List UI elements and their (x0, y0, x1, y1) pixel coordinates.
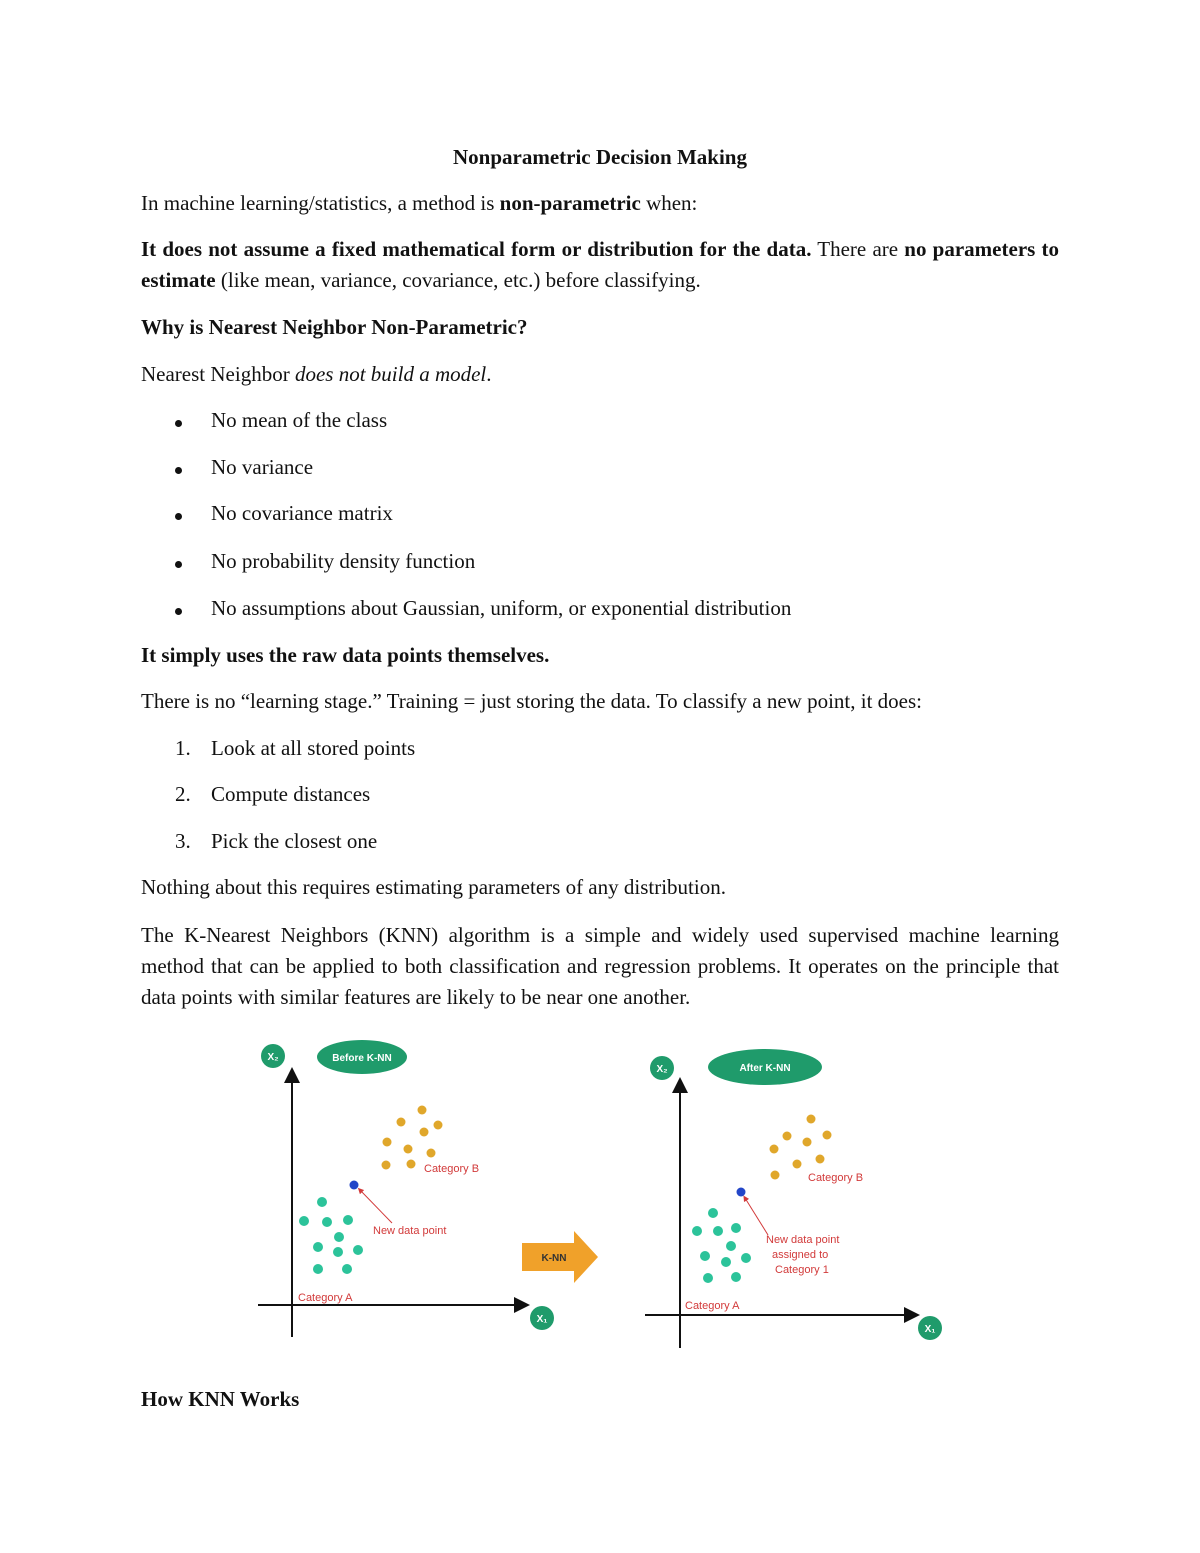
category-a-point (313, 1264, 323, 1274)
category-b-point (823, 1131, 832, 1140)
category-b-point (793, 1160, 802, 1169)
after-knn-label: After K-NN (739, 1063, 791, 1074)
bullet-text: No assumptions about Gaussian, uniform, or exponential distribution (211, 596, 792, 620)
category-b-point (434, 1121, 443, 1130)
category-b-point (418, 1106, 427, 1115)
step-text: Pick the closest one (211, 829, 378, 853)
step-text: Look at all stored points (211, 736, 416, 760)
new-point-label: New data point (373, 1225, 447, 1237)
bullet-marker (175, 546, 205, 577)
knn-figure (240, 1035, 960, 1355)
axis-x-label: X₁ (536, 1314, 548, 1325)
step-number: 2. (175, 782, 191, 806)
category-a-point (726, 1241, 736, 1251)
category-a-point (731, 1272, 741, 1282)
category-a-point (317, 1197, 327, 1207)
before-knn-label: Before K-NN (332, 1053, 392, 1064)
knn-arrow (522, 1231, 598, 1283)
new-data-point (737, 1188, 746, 1197)
definition-paragraph (141, 234, 1059, 296)
bullet-marker (175, 405, 205, 436)
how-heading: How KNN Works (141, 1387, 300, 1411)
definition-bold-2: no parameters to estimate (141, 237, 1060, 292)
before-knn-panel (258, 1040, 554, 1337)
nn-text-before: Nearest Neighbor (141, 362, 295, 386)
bullet-text: No covariance matrix (211, 501, 393, 525)
category-b-label: Category B (808, 1172, 864, 1184)
category-a-point (700, 1251, 710, 1261)
category-a-label: Category A (685, 1300, 740, 1312)
category-b-point (807, 1115, 816, 1124)
category-b-point (404, 1145, 413, 1154)
category-b-point (783, 1132, 792, 1141)
why-heading: Why is Nearest Neighbor Non-Parametric? (141, 315, 528, 339)
category-a-cluster (299, 1197, 363, 1274)
category-a-point (313, 1242, 323, 1252)
category-a-point (333, 1247, 343, 1257)
category-b-cluster (382, 1106, 443, 1170)
category-b-point (816, 1155, 825, 1164)
intro-text-before: In machine learning/statistics, a method is (141, 191, 500, 215)
category-b-point (427, 1149, 436, 1158)
step-number: 3. (175, 829, 191, 853)
step-number: 1. (175, 736, 191, 760)
bullet-text: No probability density function (211, 549, 476, 573)
category-a-point (342, 1264, 352, 1274)
category-b-point (383, 1138, 392, 1147)
category-a-point (343, 1215, 353, 1225)
nn-italic: does not build a model (294, 362, 487, 386)
nn-line (141, 359, 1059, 390)
nothing-line: Nothing about this requires estimating parameters of any distribution. (141, 875, 726, 899)
after-knn-panel (645, 1049, 942, 1348)
axis-y-label: X₂ (267, 1052, 279, 1063)
category-a-point (708, 1208, 718, 1218)
bullet-text: No variance (211, 455, 314, 479)
bullet-marker (175, 452, 205, 483)
category-b-point (382, 1161, 391, 1170)
category-a-label: Category A (298, 1292, 353, 1304)
category-a-point (713, 1226, 723, 1236)
learning-stage-line: There is no “learning stage.” Training = just storing the data. To classify a new point, it does: (141, 689, 923, 713)
category-a-point (334, 1232, 344, 1242)
definition-text-1: There are (811, 237, 905, 261)
assigned-label-line-2: assigned to (772, 1249, 829, 1261)
category-a-point (741, 1253, 751, 1263)
knn-paragraph: The K-Nearest Neighbors (KNN) algorithm is a simple and widely used supervised machine learning method that can be applied to both classification and regression problems. It operates on the principle that data points with similar features are likely to be near one another. (141, 923, 1059, 1009)
category-b-point (770, 1145, 779, 1154)
category-b-point (803, 1138, 812, 1147)
axis-y-label: X₂ (656, 1064, 668, 1075)
category-b-point (407, 1160, 416, 1169)
category-a-point (353, 1245, 363, 1255)
category-a-point (299, 1216, 309, 1226)
definition-bold-1: It does not assume a fixed mathematical form or distribution for the data. (141, 237, 812, 261)
intro-paragraph (141, 188, 1059, 219)
intro-bold-term: non-parametric (499, 191, 641, 215)
step-text: Compute distances (211, 782, 371, 806)
new-data-point (350, 1181, 359, 1190)
category-a-point (322, 1217, 332, 1227)
new-point-pointer (360, 1190, 392, 1223)
nn-text-after: . (486, 362, 492, 386)
category-b-cluster (770, 1115, 832, 1180)
raw-points-line: It simply uses the raw data points themselves. (141, 643, 550, 667)
category-a-point (692, 1226, 702, 1236)
assigned-label-line-3: Category 1 (775, 1264, 829, 1276)
category-a-cluster (692, 1208, 751, 1283)
category-b-point (397, 1118, 406, 1127)
new-point-pointer (745, 1198, 768, 1235)
definition-text-2: (like mean, variance, covariance, etc.) before classifying. (215, 268, 701, 292)
bullet-marker (175, 498, 205, 529)
knn-arrow-label: K-NN (541, 1253, 567, 1264)
category-b-label: Category B (424, 1163, 480, 1175)
category-b-point (771, 1171, 780, 1180)
category-a-point (703, 1273, 713, 1283)
axis-x-label: X₁ (924, 1324, 936, 1335)
page-title: Nonparametric Decision Making (453, 145, 747, 169)
category-a-point (731, 1223, 741, 1233)
intro-text-after: when: (640, 191, 698, 215)
bullet-marker (175, 593, 205, 624)
assigned-label-line-1: New data point (766, 1234, 840, 1246)
category-b-point (420, 1128, 429, 1137)
category-a-point (721, 1257, 731, 1267)
bullet-text: No mean of the class (211, 408, 388, 432)
